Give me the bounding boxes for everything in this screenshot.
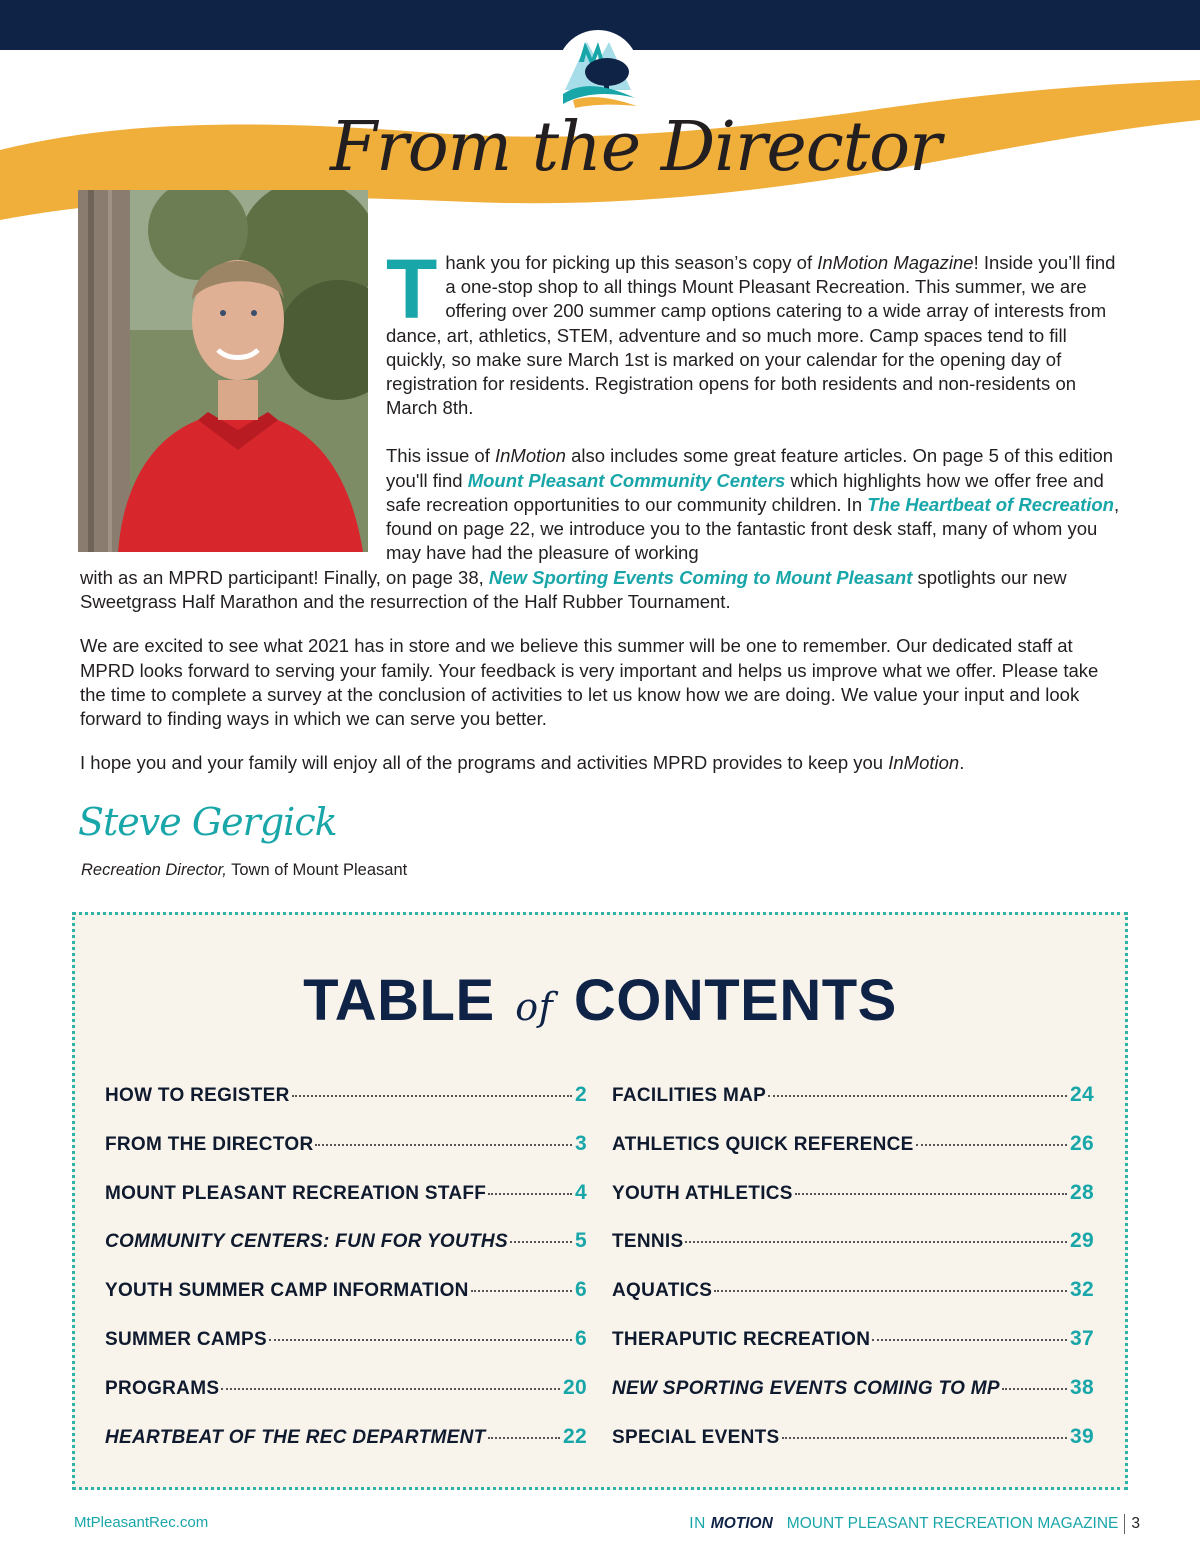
community-centers-link[interactable]: Mount Pleasant Community Centers <box>467 469 786 491</box>
page-number: 3 <box>1131 1515 1140 1532</box>
letter-paragraph-3: We are excited to see what 2021 has in store and we believe this summer will be one to remember. Our dedicated staff at MPRD looks forward to serving your family. Your feedback is very important and helps us improve what we offer. Please take the time to complete a survey at the conclusion of activities to let us know how we are doing. We value your input and look forward to finding ways in which we can serve you better. <box>80 635 1099 730</box>
toc-entry[interactable]: MOUNT PLEASANT RECREATION STAFF 4 <box>105 1180 587 1204</box>
toc-entry[interactable]: HEARTBEAT OF THE REC DEPARTMENT 22 <box>105 1424 587 1448</box>
page-title: From the Director <box>330 108 941 187</box>
toc-entry[interactable]: PROGRAMS 20 <box>105 1375 587 1399</box>
toc-entry[interactable]: SPECIAL EVENTS 39 <box>612 1424 1094 1448</box>
toc-entry[interactable]: COMMUNITY CENTERS: FUN FOR YOUTHS 5 <box>105 1229 587 1253</box>
letter-body <box>80 566 1126 795</box>
sporting-events-link[interactable]: New Sporting Events Coming to Mount Pleasant <box>488 567 913 588</box>
toc-entry[interactable]: SUMMER CAMPS 6 <box>105 1326 587 1350</box>
drop-cap: T <box>386 242 438 336</box>
mprd-logo-icon <box>555 28 641 114</box>
toc-entry[interactable]: NEW SPORTING EVENTS COMING TO MP 38 <box>612 1375 1094 1399</box>
toc-entry[interactable]: THERAPUTIC RECREATION 37 <box>612 1326 1094 1350</box>
toc-entry[interactable]: YOUTH SUMMER CAMP INFORMATION 6 <box>105 1278 587 1302</box>
letter-paragraph-2-continued: with as an MPRD participant! Finally, on page 38, New Sporting Events Coming to Mount Pleasant spotlights our new Sweetgrass Half Marathon and the resurrection of the Half Rubber Tournament. <box>80 567 1067 613</box>
director-signature: Steve Gergick <box>78 800 337 844</box>
toc-entry[interactable]: FACILITIES MAP 24 <box>612 1083 1094 1106</box>
footer-magazine-name: MOUNT PLEASANT RECREATION MAGAZINE <box>786 1515 1119 1532</box>
toc-entry[interactable]: YOUTH ATHLETICS 28 <box>612 1180 1094 1204</box>
toc-left-column <box>105 1083 587 1473</box>
letter-paragraph-1: Thank you for picking up this season’s copy of InMotion Magazine! Inside you’ll find a one-stop shop to all things Mount Pleasant Recreation. This summer, we are offering over 200 summer camp options catering to a wide array of interests from dance, art, athletics, STEM, adventure and so much more. Camp spaces tend to fill quickly, so make sure March 1st is marked on your calendar for the opening day of registration for residents. Registration opens for both residents and non-residents on March 8th. <box>386 242 1116 419</box>
toc-entry[interactable]: TENNIS 29 <box>612 1229 1094 1253</box>
toc-entry[interactable]: HOW TO REGISTER 2 <box>105 1083 587 1106</box>
director-photo <box>78 190 368 552</box>
footer-website-link[interactable]: MtPleasantRec.com <box>74 1514 209 1531</box>
footer-divider <box>1124 1514 1125 1534</box>
toc-entry[interactable]: FROM THE DIRECTOR 3 <box>105 1131 587 1155</box>
signature-caption: Recreation Director, Town of Mount Pleasant <box>81 861 408 879</box>
heartbeat-link[interactable]: The Heartbeat of Recreation <box>867 493 1114 515</box>
toc-entry[interactable]: AQUATICS 32 <box>612 1278 1094 1302</box>
letter-intro <box>386 242 1126 565</box>
toc-title: TABLE of CONTENTS <box>303 968 897 1033</box>
toc-entry[interactable]: ATHLETICS QUICK REFERENCE 26 <box>612 1131 1094 1155</box>
toc-right-column <box>612 1083 1094 1473</box>
letter-paragraph-2: This issue of InMotion also includes some great feature articles. On page 5 of this edition you'll find Mount Pleasant Community Centers which highlights how we offer free and safe recreation opportunities to our community children. In The Heartbeat of Recreation, found on page 22, we introduce you to the fantastic front desk staff, many of whom you may have had the pleasure of working <box>386 445 1120 564</box>
letter-paragraph-4: I hope you and your family will enjoy all of the programs and activities MPRD provides to keep you InMotion. <box>80 752 965 774</box>
table-of-contents <box>72 912 1128 1490</box>
footer-magazine-info: IN MOTION MOUNT PLEASANT RECREATION MAGAZINE 3 <box>689 1515 1140 1532</box>
